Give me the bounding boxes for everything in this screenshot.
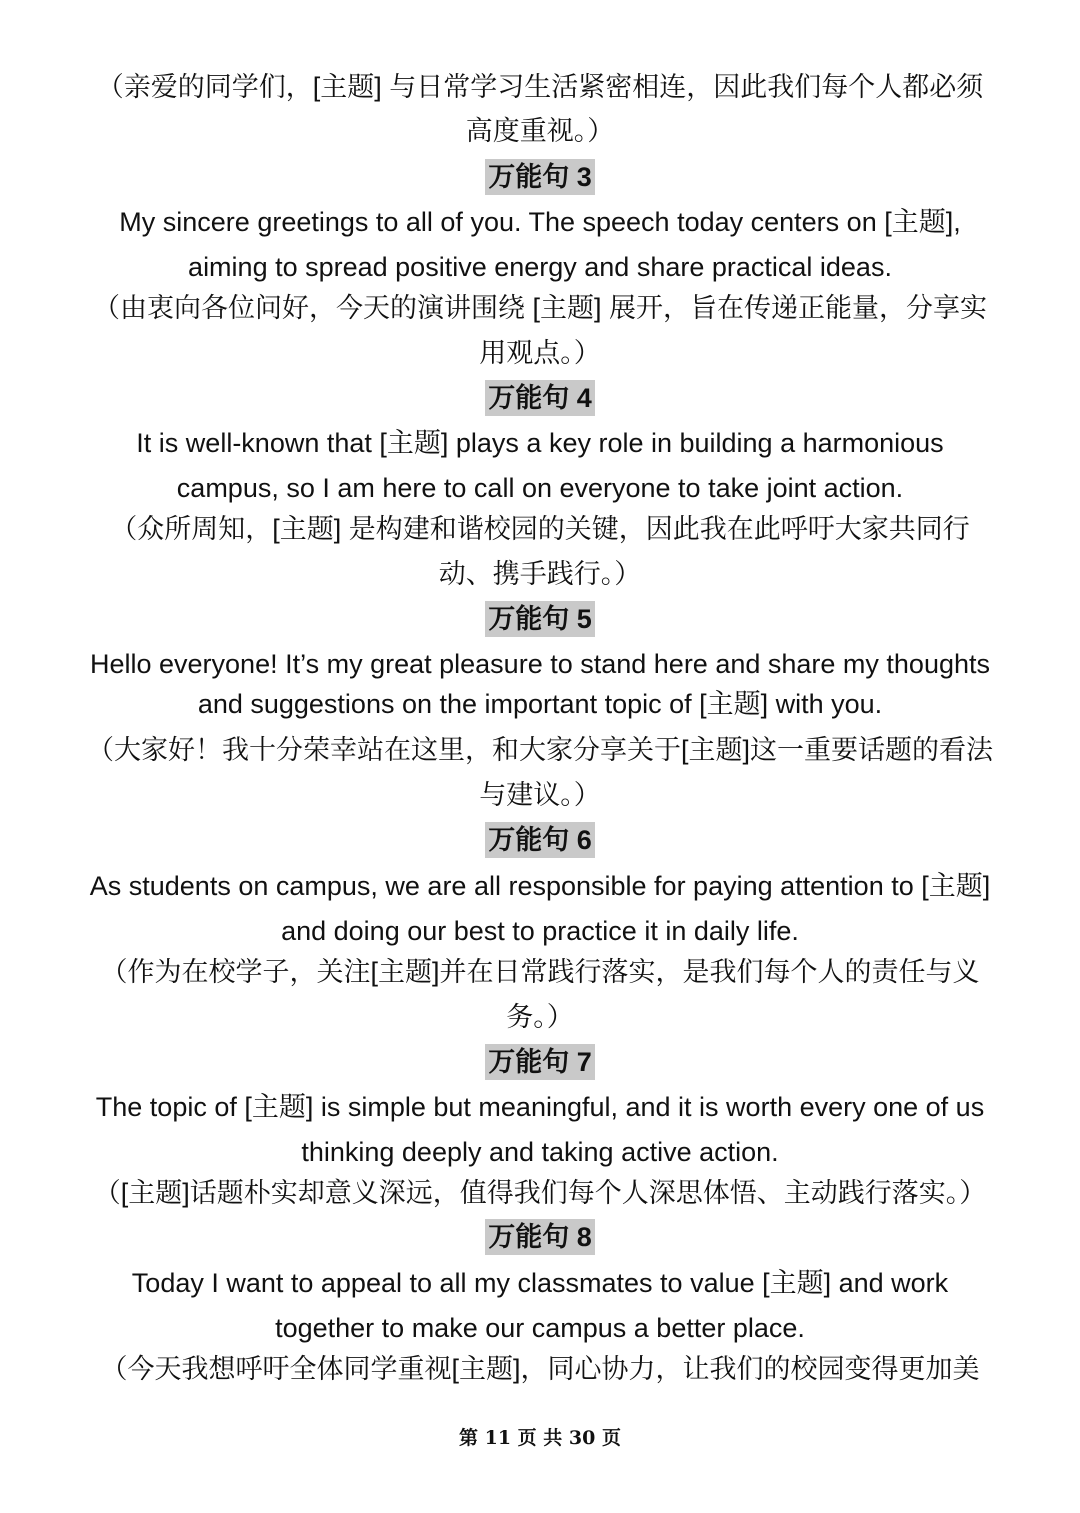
- carry-over-zh-line-1: （亲爱的同学们，[主题] 与日常学习生活紧密相连，因此我们每个人都必须: [96, 72, 984, 102]
- sentence-6-chinese-line-1: （作为在校学子，关注[主题]并在日常践行落实，是我们每个人的责任与义: [100, 957, 980, 987]
- sentence-6-heading: 万能句 6: [485, 822, 595, 858]
- sentence-4-english-line-1: It is well-known that [主题] plays a key role in building a harmonious: [136, 428, 944, 458]
- sentence-4-chinese-line-2: 动、携手践行。）: [438, 559, 642, 589]
- sentence-6-english-line-1: As students on campus, we are all responsible for paying attention to [主题]: [89, 871, 991, 901]
- sentence-5-chinese-line-2: 与建议。）: [479, 780, 601, 810]
- sentence-3-chinese-line-2: 用观点。）: [479, 338, 601, 368]
- sentence-7-heading: 万能句 7: [485, 1044, 595, 1080]
- sentence-5-english-line-2: and suggestions on the important topic of [主题] with you.: [197, 689, 883, 719]
- sentence-3-heading: 万能句 3: [485, 159, 595, 195]
- document-page: [60, 0, 1020, 1513]
- sentence-8-heading: 万能句 8: [485, 1219, 595, 1255]
- sentence-6-heading-wrap: [60, 822, 1020, 858]
- carry-over-zh-line-2: 高度重视。）: [465, 116, 615, 146]
- sentence-6-chinese-line-2: 务。）: [506, 1002, 574, 1032]
- sentence-7-english-line-1: The topic of [主题] is simple but meaningful, and it is worth every one of us: [95, 1092, 985, 1122]
- sentence-5-chinese-line-1: （大家好！我十分荣幸站在这里，和大家分享关于[主题]这一重要话题的看法: [86, 735, 993, 765]
- sentence-5-heading-wrap: [60, 601, 1020, 637]
- page-number-footer: 第 11 页 共 30 页: [459, 1427, 621, 1449]
- sentence-8-english-line-1: Today I want to appeal to all my classmates to value [主题] and work: [131, 1268, 949, 1298]
- sentence-3-english-line-2: aiming to spread positive energy and share practical ideas.: [188, 252, 892, 282]
- sentence-8-heading-wrap: [60, 1219, 1020, 1255]
- sentence-7-chinese-line-1: （[主题]话题朴实却意义深远，值得我们每个人深思体悟、主动践行落实。）: [93, 1178, 987, 1208]
- sentence-8-chinese-line-1: （今天我想呼吁全体同学重视[主题]，同心协力，让我们的校园变得更加美: [100, 1354, 980, 1384]
- sentence-5-english-line-1: Hello everyone! It’s my great pleasure to stand here and share my thoughts: [89, 649, 990, 679]
- sentence-3-heading-wrap: [60, 159, 1020, 195]
- sentence-7-heading-wrap: [60, 1044, 1020, 1080]
- sentence-5-heading: 万能句 5: [485, 601, 595, 637]
- sentence-7-english-line-2: thinking deeply and taking active action.: [301, 1137, 779, 1167]
- sentence-8-english-line-2: together to make our campus a better place.: [275, 1313, 805, 1343]
- sentence-4-english-line-2: campus, so I am here to call on everyone to take joint action.: [176, 473, 904, 503]
- sentence-4-heading: 万能句 4: [485, 380, 595, 416]
- sentence-4-chinese-line-1: （众所周知，[主题] 是构建和谐校园的关键，因此我在此呼吁大家共同行: [110, 514, 970, 544]
- sentence-6-english-line-2: and doing our best to practice it in daily life.: [281, 916, 799, 946]
- sentence-3-english-line-1: My sincere greetings to all of you. The speech today centers on [主题],: [119, 207, 961, 237]
- sentence-4-heading-wrap: [60, 380, 1020, 416]
- sentence-3-chinese-line-1: （由衷向各位问好，今天的演讲围绕 [主题] 展开，旨在传递正能量，分享实: [92, 293, 987, 323]
